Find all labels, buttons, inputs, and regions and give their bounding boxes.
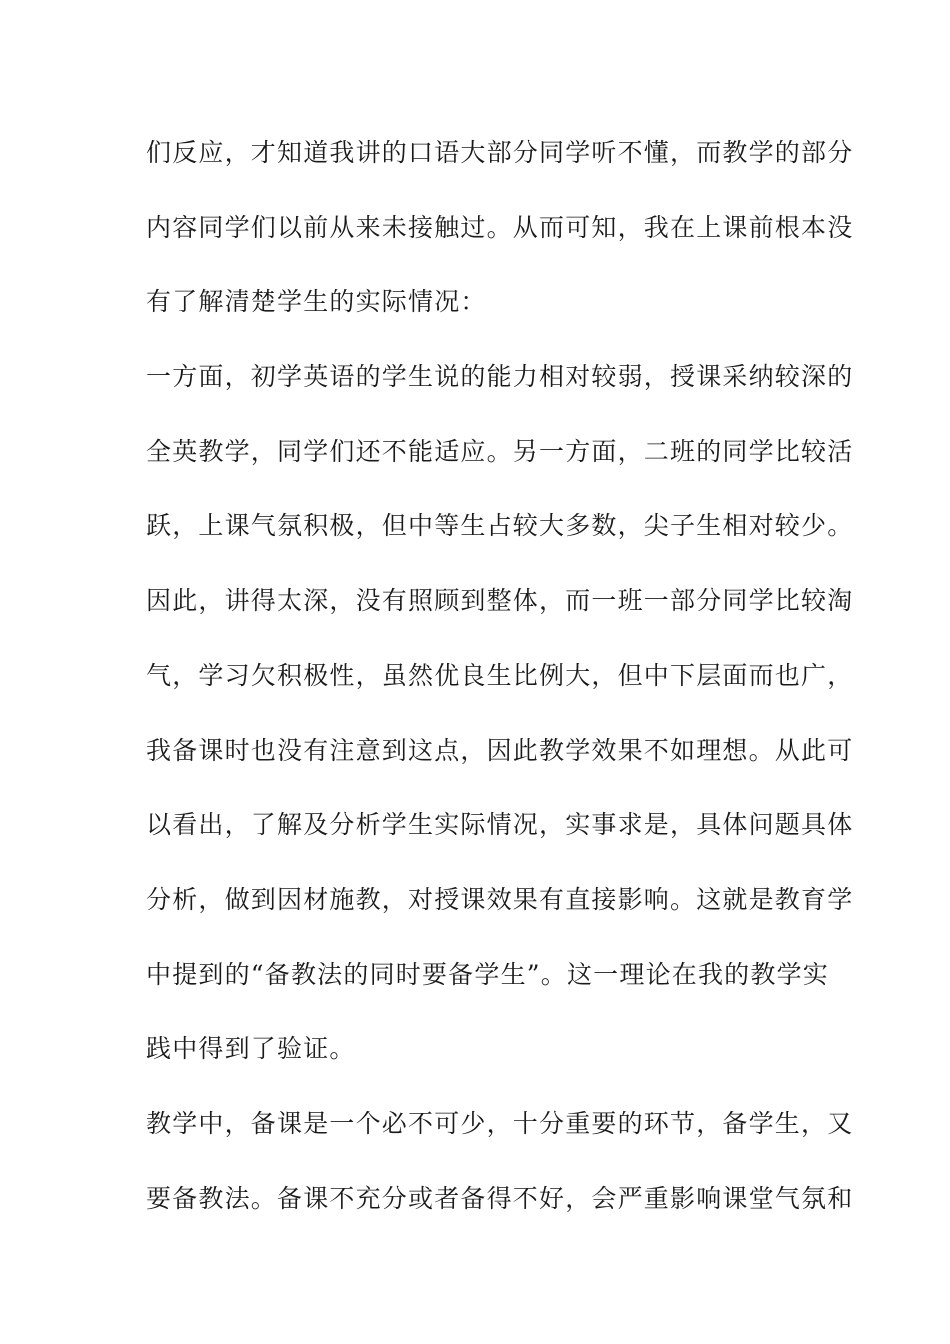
text-line: 气，学习欠积极性，虽然优良生比例大，但中下层面而也广， bbox=[146, 660, 854, 690]
text-line: 教学中，备课是一个必不可少，十分重要的环节，备学生，又 bbox=[146, 1108, 854, 1138]
text-line: 分析，做到因材施教，对授课效果有直接影响。这就是教育学 bbox=[146, 884, 854, 914]
text-line: 们反应，才知道我讲的口语大部分同学听不懂，而教学的部分 bbox=[146, 138, 854, 167]
text-line: 我备课时也没有注意到这点，因此教学效果不如理想。从此可 bbox=[146, 735, 854, 765]
text-line: 跃，上课气氛积极，但中等生占较大多数，尖子生相对较少。 bbox=[146, 511, 854, 541]
text-line: 因此，讲得太深，没有照顾到整体，而一班一部分同学比较淘 bbox=[146, 586, 854, 616]
text-line: 中提到的“备教法的同时要备学生”。这一理论在我的教学实 bbox=[146, 959, 829, 989]
text-line: 以看出，了解及分析学生实际情况，实事求是，具体问题具体 bbox=[146, 810, 854, 840]
text-line: 全英教学，同学们还不能适应。另一方面，二班的同学比较活 bbox=[146, 436, 854, 466]
text-line: 内容同学们以前从来未接触过。从而可知，我在上课前根本没 bbox=[146, 212, 854, 242]
body-text bbox=[146, 130, 854, 1250]
text-line: 践中得到了验证。 bbox=[146, 1034, 356, 1064]
text-line: 一方面，初学英语的学生说的能力相对较弱，授课采纳较深的 bbox=[146, 362, 854, 392]
text-line: 有了解清楚学生的实际情况： bbox=[146, 287, 487, 317]
text-line: 要备教法。备课不充分或者备得不好，会严重影响课堂气氛和 bbox=[146, 1183, 854, 1213]
